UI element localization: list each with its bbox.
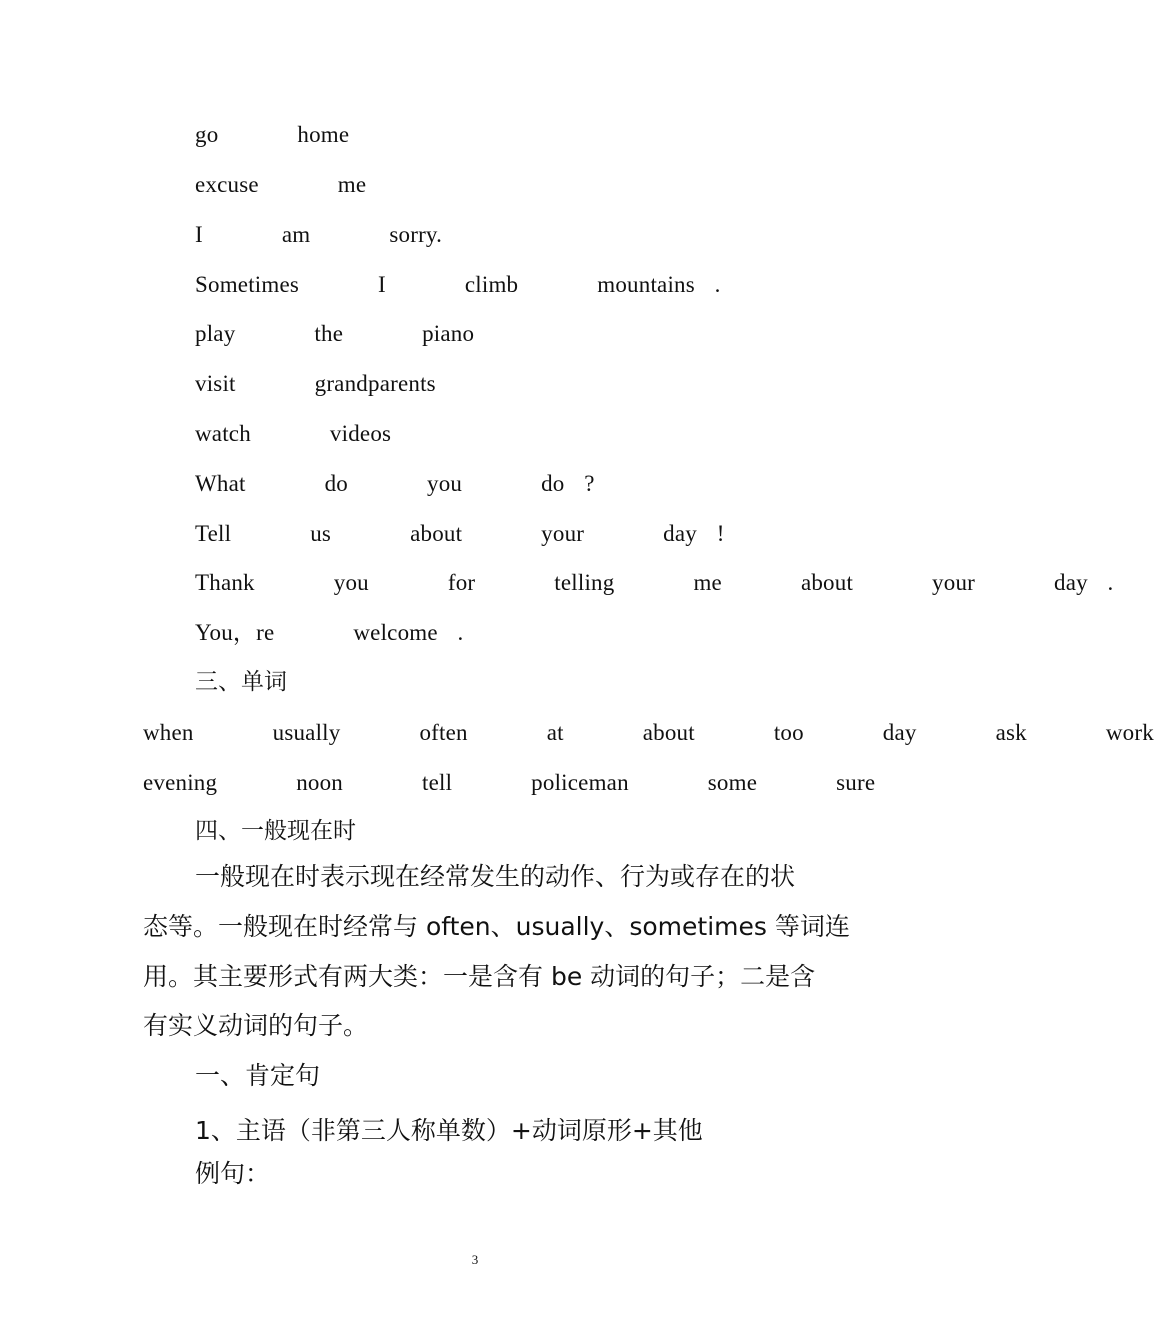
phrase-sometimes-climb: Sometimes I climb mountains . [195, 272, 721, 297]
subheading-affirmative: 一、肯定句 [195, 1061, 321, 1090]
phrase-tell-us: Tell us about your day ! [195, 521, 725, 546]
section4-heading: 四、一般现在时 [195, 818, 356, 843]
words-line-2: evening noon tell policeman some sure [143, 770, 876, 795]
phrase-thank-you: Thank you for telling me about your day . [195, 570, 1114, 595]
phrase-youre-welcome: You，re welcome . [195, 620, 464, 645]
phrase-what-do-you-do: What do you do ? [195, 471, 595, 496]
rule-1: 1、主语（非第三人称单数）+动词原形+其他 [195, 1116, 703, 1145]
section3-heading: 三、单词 [195, 669, 287, 694]
paragraph-line-2: 态等。一般现在时经常与 often、usually、sometimes 等词连 [143, 912, 850, 941]
words-line-1: when usually often at about too day ask work [143, 720, 1154, 745]
paragraph-line-4: 有实义动词的句子。 [143, 1011, 369, 1040]
phrase-go-home: go home [195, 122, 350, 147]
paragraph-line-1: 一般现在时表示现在经常发生的动作、行为或存在的状 [195, 862, 796, 891]
phrase-excuse-me: excuse me [195, 172, 367, 197]
phrase-i-am-sorry: I am sorry. [195, 222, 443, 247]
example-label: 例句： [195, 1159, 271, 1188]
page-number: 3 [471, 1252, 479, 1267]
phrase-watch-videos: watch videos [195, 421, 392, 446]
paragraph-line-3: 用。其主要形式有两大类：一是含有 be 动词的句子；二是含 [143, 962, 816, 991]
phrase-visit-grandparents: visit grandparents [195, 371, 436, 396]
phrase-play-piano: play the piano [195, 321, 475, 346]
